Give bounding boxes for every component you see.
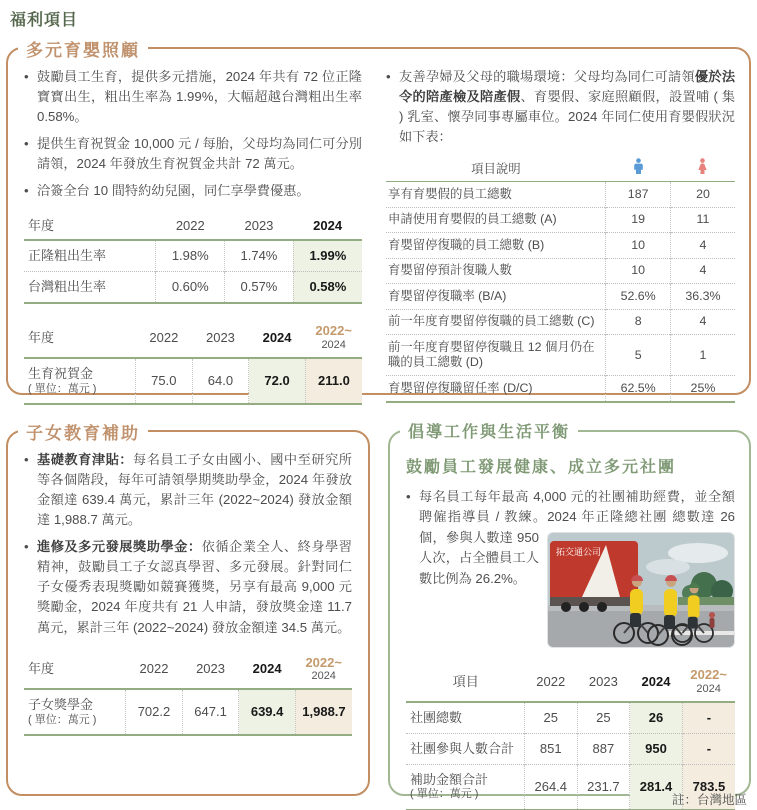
table-cell: 前一年度育嬰留停復職且 12 個月仍在職的員工總數 (D) [388,339,595,370]
table-cell: 950 [630,733,683,764]
panel-education-title: 子女教育補助 [18,419,148,444]
female-icon [670,155,735,182]
table-cell: 享有育嬰假的員工總數 [388,186,512,201]
table-cell: 子女獎學金 ( 單位：萬元 ) [28,697,97,726]
table-cell: 52.6% [606,284,671,310]
table-cell: 1.98% [156,240,225,272]
balance-bullet [406,487,735,589]
bullet-item: • 鼓勵員工生育，提供多元措施，2024 年共有 72 位正隆寶寶出生，粗出生率為 1.99%，大幅超越台灣粗出生率 0.58%。 [24,67,362,127]
data-table [24,318,362,405]
table-cell: 10 [606,233,671,259]
childcare-bullet-list [24,67,362,201]
table-header-cell: 2023 [196,661,225,677]
education-bullet-list [24,450,352,638]
table-cell: 4 [670,309,735,335]
table-row [386,284,735,310]
table-header-cell: 年度 [28,661,55,677]
panel-childcare-title: 多元育嬰照顧 [18,36,148,61]
panel-childcare [6,41,751,395]
table-cell: 639.4 [239,689,296,735]
table-cell: 前一年度育嬰留停復職的員工總數 (C) [388,314,595,329]
table-cell: - [682,702,735,734]
table-cell: 0.57% [225,272,294,304]
table-cell: - [682,733,735,764]
table-cell: 62.5% [606,376,671,402]
table-cell: 1.99% [293,240,362,272]
table-header-cell: 2024 [262,330,292,346]
table-cell: 25 [577,702,630,734]
table-cell: 211.0 [305,358,362,404]
table-header-row [24,213,362,240]
table-row [406,702,735,734]
table-cell: 8 [606,309,671,335]
page-title: 福利項目 [10,12,79,29]
table-header-cell: 2022 [139,661,169,677]
truck-text: 拓交通公司 [556,546,602,557]
table-row [406,733,735,764]
table-cell: 補助金額合計 ( 單位：萬元 ) [410,772,489,801]
table-header-cell: 2024 [313,218,343,234]
table-row [24,240,362,272]
table-header-cell: 2024 [641,673,671,689]
data-table [24,650,352,737]
table-cell: 11 [670,207,735,233]
club-table [406,662,735,810]
table-cell: 72.0 [249,358,306,404]
table-cell: 社團參與人數合計 [410,740,515,756]
table-cell: 20 [670,182,735,208]
table-cell: 647.1 [182,689,239,735]
pedestrian [709,612,715,628]
table-header-cell: 年度 [28,218,55,234]
scholarship-table [24,650,352,737]
table-row [386,207,735,233]
table-header-cell: 2024 [252,661,282,677]
panel-balance-subtitle: 鼓勵員工發展健康、成立多元社團 [406,459,677,476]
bullet-item: • 提供生育祝賀金 10,000 元 / 每胎，父母均為同仁可分別請領，2024 年發放生育祝賀金共計 72 萬元。 [24,134,362,174]
parental-table-body [386,182,735,402]
table-cell: 育嬰留停復職率 (B/A) [388,288,507,303]
childcare-left-column [24,67,362,395]
parental-leave-table [386,155,735,403]
table-header-row [24,650,352,690]
birth-rate-table [24,213,362,304]
table-cell: 台灣粗出生率 [28,279,107,295]
footnote: 註：台灣地區 [671,793,747,807]
table-cell: 1,988.7 [295,689,352,735]
male-icon [606,155,671,182]
table-cell: 25% [670,376,735,402]
bullet-item: • 基礎教育津貼：每名員工子女由國小、國中至研究所等各個階段，每年可請領學期獎助學金，2024 年發放金額達 639.4 萬元，累計三年 (2022~2024) 發放金額達 1,988.7 萬元。 [24,450,352,530]
table-cell: 264.4 [524,765,577,810]
table-cell: 281.4 [630,765,683,810]
table-cell: 64.0 [192,358,249,404]
table-cell: 4 [670,233,735,259]
table-cell: 187 [606,182,671,208]
data-table [24,213,362,304]
table-header-cell: 年度 [28,330,55,346]
table-header-cell: 2023 [244,218,274,234]
table-cell: 育嬰留停復職留任率 (D/C) [388,380,533,395]
table-header-cell: 2022~ 2024 [690,666,727,695]
table-cell: 702.2 [126,689,183,735]
parental-header-label: 項目說明 [471,162,521,177]
table-cell: 887 [577,733,630,764]
table-cell: 783.5 [682,765,735,810]
table-header-cell: 2022~ 2024 [305,654,342,683]
table-cell: 19 [606,207,671,233]
table-row [24,358,362,404]
panel-education [6,424,370,796]
table-row [24,272,362,304]
birth-gift-table [24,318,362,405]
bullet-item: • 洽簽全台 10 間特約幼兒園，同仁享學費優惠。 [24,181,362,201]
table-row [386,376,735,402]
table-header-cell: 2022 [175,218,205,234]
table-row [386,258,735,284]
table-cell: 正隆粗出生率 [28,247,107,263]
table-cell: 0.58% [293,272,362,304]
table-cell: 社團總數 [410,709,463,725]
bullet-item: • 友善孕婦及父母的職場環境：父母均為同仁可請領優於法令的陪產檢及陪產假、育嬰假、家庭照顧假，設置哺 ( 集 ) 乳室、懷孕同事專屬車位。2024 年同仁使用育嬰假狀況如下表： [386,67,735,147]
table-header-cell: 2023 [588,673,618,689]
data-table [406,662,735,810]
table-cell: 26 [630,702,683,734]
table-cell: 25 [524,702,577,734]
table-cell: 75.0 [136,358,193,404]
table-header-cell: 2023 [205,330,235,346]
table-cell: 0.60% [156,272,225,304]
club-photo [547,532,735,648]
table-row [24,689,352,735]
table-cell: 申請使用育嬰假的員工總數 (A) [388,212,557,227]
table-cell: 10 [606,258,671,284]
table-cell: 4 [670,258,735,284]
table-cell: 851 [524,733,577,764]
table-row [386,182,735,208]
table-row [386,233,735,259]
workplace-bullet-list [386,67,735,147]
table-header-cell: 2022 [149,330,179,346]
table-cell: 1.74% [225,240,294,272]
table-cell: 36.3% [670,284,735,310]
table-row [386,309,735,335]
panel-balance-title: 倡導工作與生活平衡 [400,419,578,442]
table-row [386,155,735,182]
table-header-row [406,662,735,702]
childcare-right-column [386,67,736,395]
table-cell: 育嬰留停預計復職人數 [388,263,512,278]
table-cell: 5 [606,335,671,376]
table-header-cell: 項目 [452,673,479,689]
table-header-row [24,318,362,358]
balance-bullet-text-1: 每名員工每年最高 4,000 元的社團補助經費，並全額聘僱指導員 / 教練。2024 年正隆總社團 [419,489,735,525]
table-row [386,335,735,376]
table-cell: 生育祝賀金 ( 單位：萬元 ) [28,366,97,395]
table-header-cell: 2022~ 2024 [315,323,352,352]
table-header-cell: 2022 [536,673,566,689]
balance-bullet-text-2: 總數達 26 個，參與人數達 950 人次，占全體員工人數比例為 26.2%。 [419,509,735,586]
bullet-item: • 進修及多元發展獎助學金：依循企業全人、終身學習精神，鼓勵員工子女認真學習、多元發展。針對同仁子女優秀表現獎勵如競賽獲獎，另享有最高 9,000 元獎勵金，2024 年度共有 21 人申請，發放獎金達 11.7 萬元，累計三年 (2022~2024) 發放金額達 34.5 萬元。 [24,537,352,637]
table-cell: 育嬰留停復職的員工總數 (B) [388,237,545,252]
table-cell: 231.7 [577,765,630,810]
table-cell: 1 [670,335,735,376]
